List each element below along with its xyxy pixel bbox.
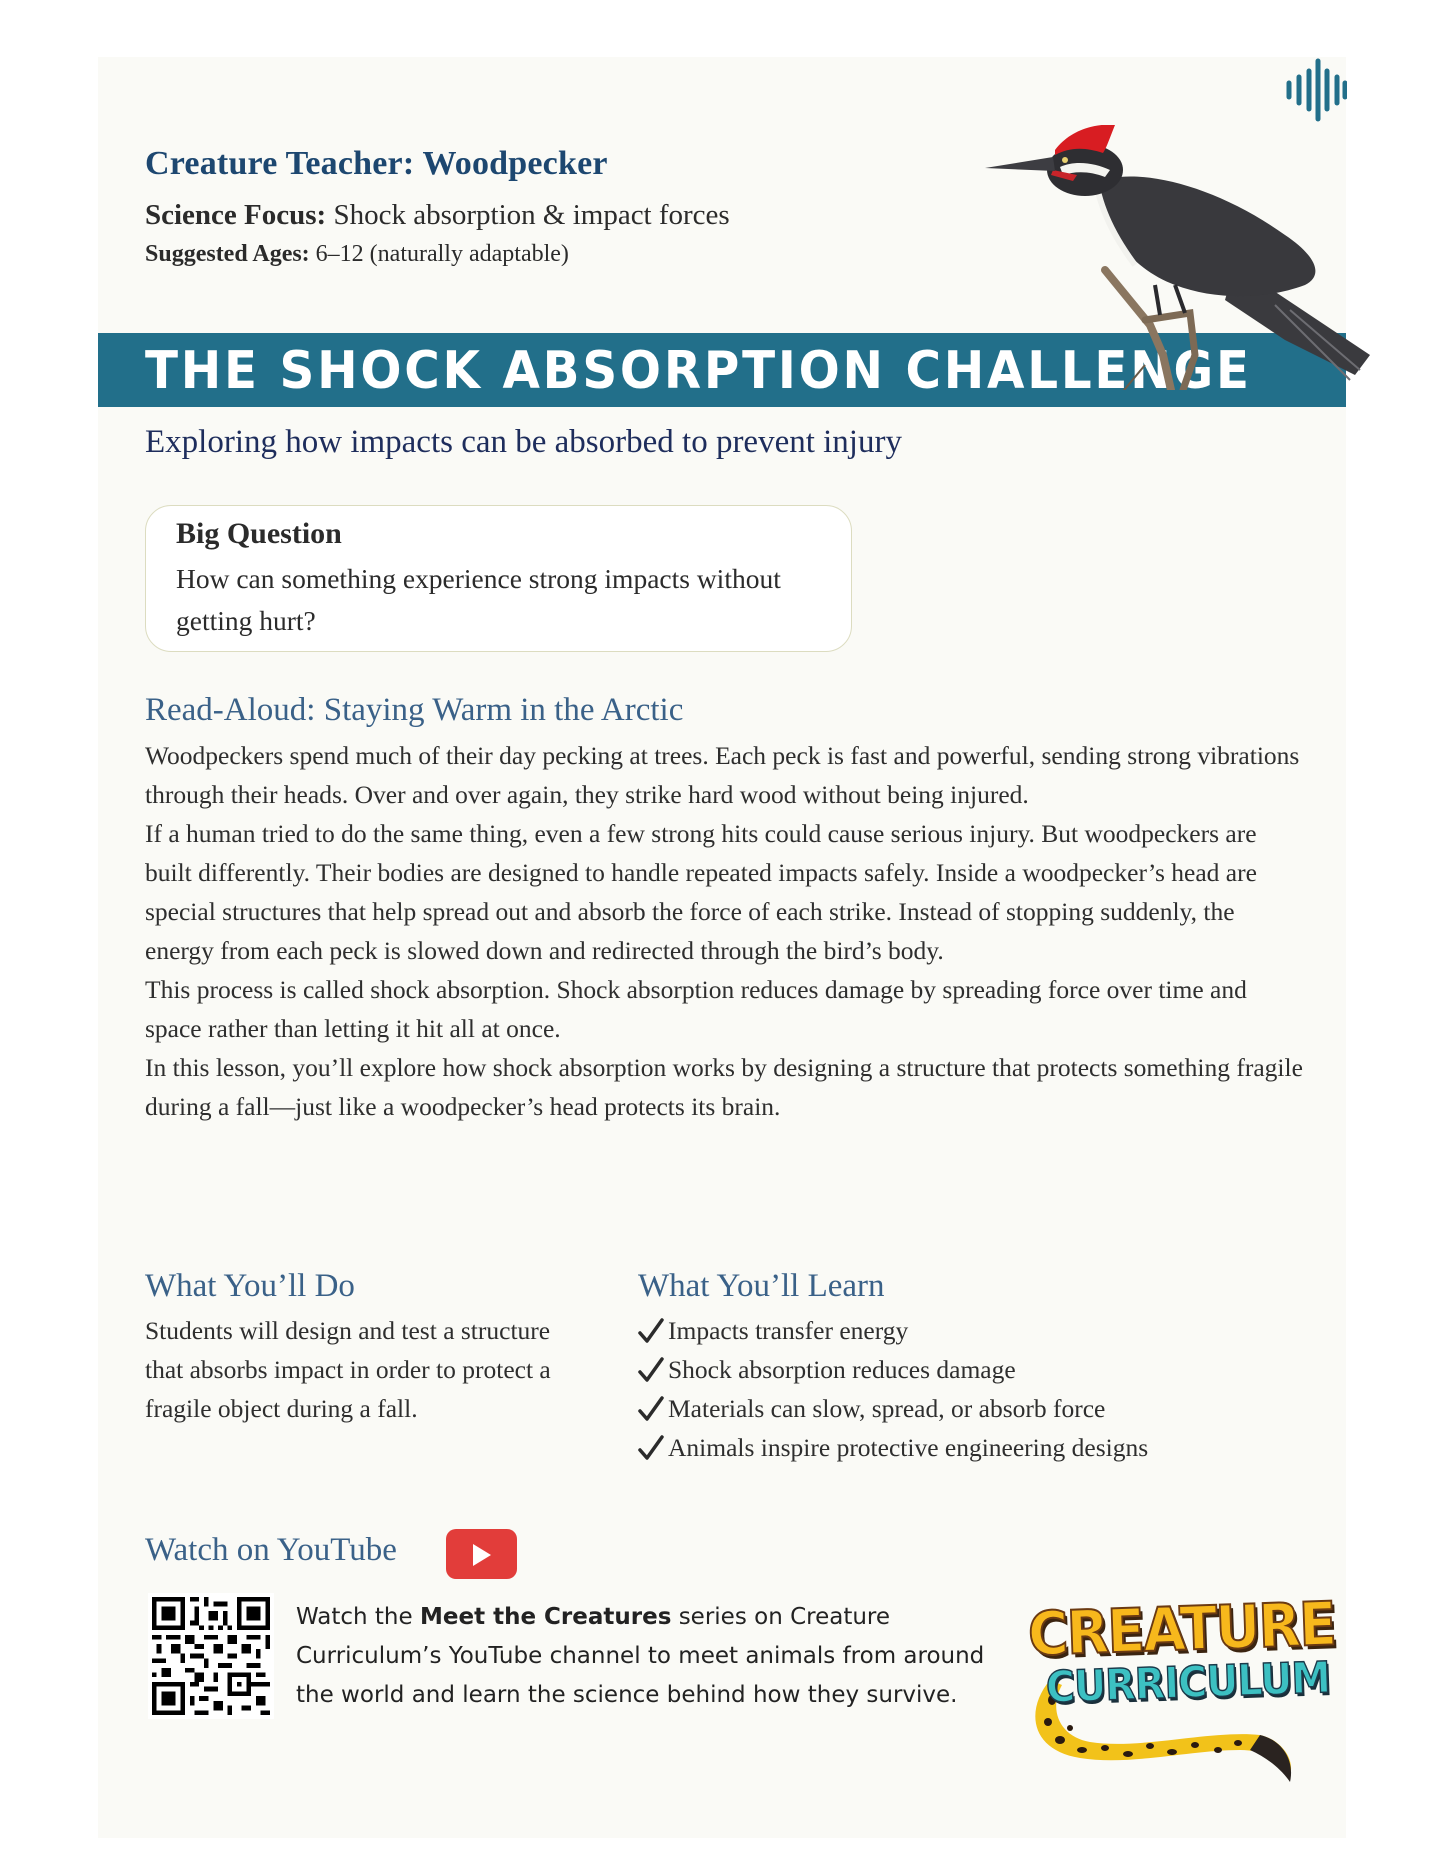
youtube-heading: Watch on YouTube (145, 1532, 397, 1568)
qr-code[interactable] (148, 1593, 274, 1719)
creature-teacher-title: Creature Teacher: Woodpecker (145, 145, 608, 182)
what-youll-learn-heading: What You’ll Learn (638, 1268, 885, 1304)
outcome-text: Shock absorption reduces damage (668, 1355, 1016, 1384)
read-aloud-story (145, 736, 1305, 1126)
story-paragraph: In this lesson, you’ll explore how shock absorption works by designing a structure that protects something fragile during a fall—just like a woodpecker’s head protects its brain. (145, 1053, 1303, 1121)
read-aloud-heading: Read-Aloud: Staying Warm in the Arctic (145, 692, 684, 728)
story-paragraph: If a human tried to do the same thing, even a few strong hits could cause serious injury. But woodpeckers are built differently. Their bodies are designed to handle repeated impacts safely. Inside a woodpecker’s head are special structures that help spread out and absorb the force of each strike. Instead of stopping suddenly, the energy from each peck is slowed down and redirected through the bird’s body. (145, 819, 1257, 965)
checkmark-icon (638, 1356, 664, 1384)
outcome-text: Materials can slow, spread, or absorb force (668, 1394, 1106, 1423)
list-item (638, 1389, 1148, 1428)
sound-wave-icon (1285, 57, 1347, 123)
checkmark-icon (638, 1434, 664, 1462)
what-youll-do-heading: What You’ll Do (145, 1268, 355, 1304)
list-item (638, 1350, 1148, 1389)
ages-label: Suggested Ages: (145, 241, 310, 267)
outcome-text: Animals inspire protective engineering designs (668, 1433, 1149, 1462)
subtitle: Exploring how impacts can be absorbed to prevent injury (145, 424, 902, 460)
checkmark-icon (638, 1317, 664, 1345)
challenge-title: THE SHOCK ABSORPTION CHALLENGE (145, 341, 1252, 401)
logo-text-curriculum: CURRICULUM (1045, 1653, 1331, 1713)
series-name: Meet the Creatures (419, 1604, 672, 1630)
big-question-text: How can something experience strong impacts without getting hurt? (176, 563, 781, 636)
checkmark-icon (638, 1395, 664, 1423)
science-focus (145, 199, 730, 232)
list-item (638, 1428, 1148, 1467)
desc-suffix: series on Creature Curriculum’s YouTube channel to meet animals from around the world and learn the science behind how they survive. (296, 1604, 985, 1708)
story-paragraph: This process is called shock absorption. Shock absorption reduces damage by spreading force over time and space rather than letting it hit all at once. (145, 975, 1247, 1043)
woodpecker-image (985, 125, 1370, 390)
science-focus-label: Science Focus: (145, 199, 327, 231)
outcome-text: Impacts transfer energy (668, 1316, 909, 1345)
youtube-description (296, 1598, 1026, 1715)
ages-value: 6–12 (naturally adaptable) (315, 241, 569, 267)
big-question-title: Big Question (176, 517, 342, 550)
desc-prefix: Watch the (296, 1604, 420, 1630)
play-icon (471, 1543, 493, 1567)
list-item (638, 1311, 1148, 1350)
learning-outcomes-list (638, 1311, 1148, 1467)
story-paragraph: Woodpeckers spend much of their day pecking at trees. Each peck is fast and powerful, sending strong vibrations through their heads. Over and over again, they strike hard wood without being injured. (145, 741, 1300, 809)
logo-text-creature: CREATURE (1026, 1589, 1337, 1670)
science-focus-value: Shock absorption & impact forces (333, 199, 730, 231)
youtube-play-button[interactable] (446, 1529, 517, 1579)
what-youll-do-text: Students will design and test a structure that absorbs impact in order to protect a fragile object during a fall. (145, 1316, 551, 1423)
suggested-ages (145, 241, 569, 268)
